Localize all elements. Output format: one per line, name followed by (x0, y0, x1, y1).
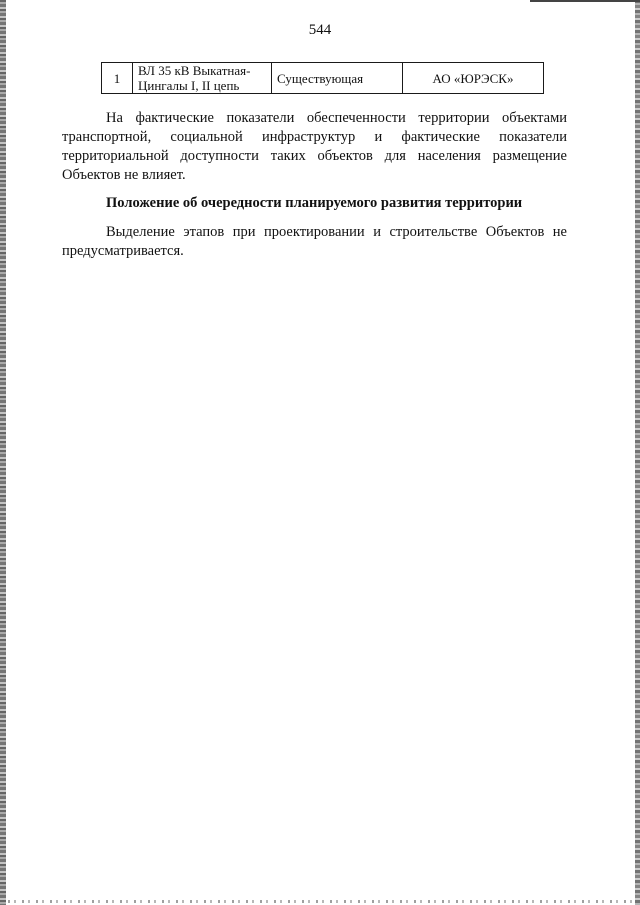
paragraph-infrastructure: На фактические показатели обеспеченности территории объектами транспортной, социальной инфраструктур и фактические показатели территориальной доступности таких объектов для населения размещение Объектов не влияет. (62, 110, 567, 183)
page-number: 544 (308, 22, 332, 38)
row-number-cell: 1 (102, 63, 133, 94)
scan-edge-right (635, 0, 640, 905)
objects-table (101, 62, 544, 94)
paragraph-stages: Выделение этапов при проектировании и строительстве Объектов не предусматривается. (62, 224, 567, 259)
object-name-cell: ВЛ 35 кВ Выкатная-Цингалы I, II цепь (133, 63, 272, 94)
object-status-cell: Существующая (272, 63, 403, 94)
section-heading: Положение об очередности планируемого развития территории (106, 195, 523, 211)
scan-edge-bottom (8, 900, 638, 903)
table-row (102, 63, 544, 94)
scan-edge-left (0, 0, 6, 905)
scan-edge-top (530, 0, 640, 2)
object-owner-cell: АО «ЮРЭСК» (403, 63, 544, 94)
